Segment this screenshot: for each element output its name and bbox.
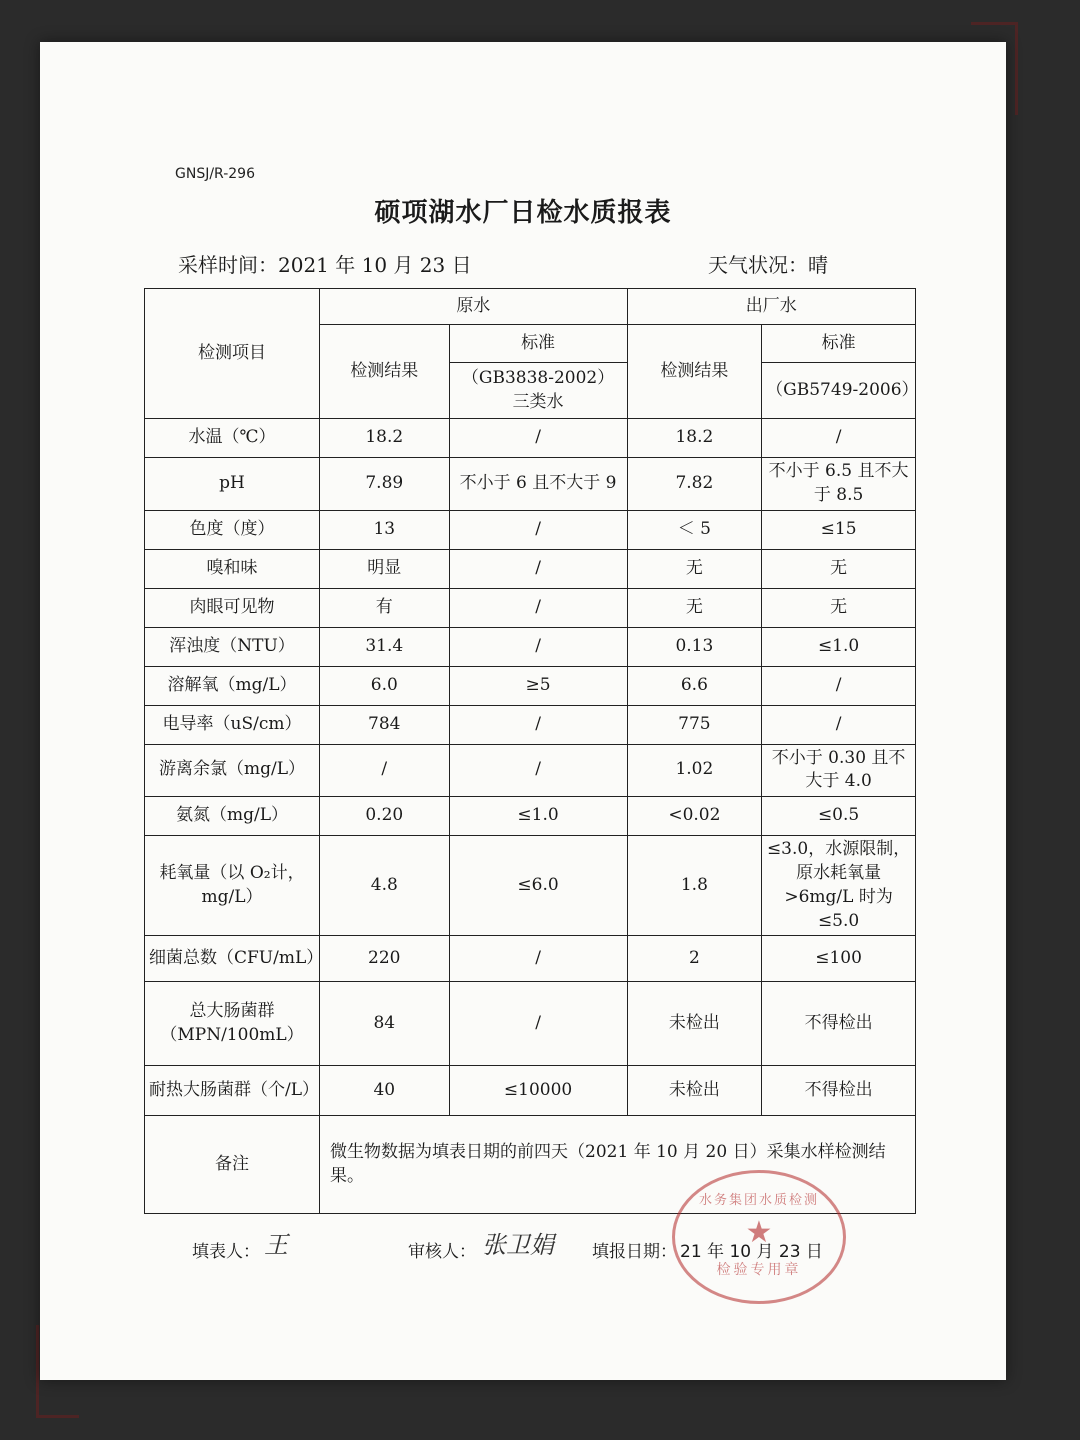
cell-plant-standard: / <box>762 666 916 705</box>
cell-plant-standard: 不得检出 <box>762 1066 916 1116</box>
stamp-text-top: 水务集团水质检测 <box>698 1193 819 1208</box>
cell-raw-standard: / <box>449 419 627 458</box>
raw-standard-class: 三类水 <box>512 391 564 412</box>
raw-standard-ref: （GB3838-2002） <box>461 367 615 388</box>
cell-item: 浑浊度（NTU） <box>145 627 320 666</box>
header-plant-result: 检测结果 <box>627 325 762 419</box>
cell-item: 电导率（uS/cm） <box>145 705 320 744</box>
cell-plant-standard: ≤3.0，水源限制，原水耗氧量>6mg/L 时为≤5.0 <box>762 836 916 936</box>
table-row <box>145 549 916 588</box>
cell-raw-standard: / <box>449 936 627 982</box>
cell-plant-result: 18.2 <box>627 419 762 458</box>
header-raw-standard: 标准 <box>449 325 627 363</box>
cell-item: 游离余氯（mg/L） <box>145 744 320 797</box>
cell-raw-result: / <box>320 744 450 797</box>
remark-text: 微生物数据为填表日期的前四天（2021 年 10 月 20 日）采集水样检测结果。 <box>320 1116 916 1214</box>
cell-plant-result: 775 <box>627 705 762 744</box>
cell-raw-result: 31.4 <box>320 627 450 666</box>
date-value: 21 年 10 月 23 日 <box>680 1242 823 1262</box>
table-row <box>145 744 916 797</box>
cell-plant-result: 2 <box>627 936 762 982</box>
cell-item: 溶解氧（mg/L） <box>145 666 320 705</box>
cell-raw-standard: / <box>449 705 627 744</box>
weather: 天气状况：晴 <box>708 253 828 277</box>
reviewer-signature: 张卫娟 <box>482 1231 554 1259</box>
reviewer-label: 审核人： <box>408 1242 476 1262</box>
cell-plant-standard: 不小于 6.5 且不大于 8.5 <box>762 458 916 511</box>
cell-plant-standard: 不小于 0.30 且不大于 4.0 <box>762 744 916 797</box>
cell-plant-standard: 无 <box>762 588 916 627</box>
cell-raw-standard: ≤10000 <box>449 1066 627 1116</box>
table-row <box>145 510 916 549</box>
cell-item: 细菌总数（CFU/mL） <box>145 936 320 982</box>
cell-plant-standard: / <box>762 419 916 458</box>
table-row <box>145 1066 916 1116</box>
cell-raw-standard: ≤6.0 <box>449 836 627 936</box>
cell-raw-result: 84 <box>320 982 450 1066</box>
remark-label: 备注 <box>145 1116 320 1214</box>
report-paper <box>40 42 1006 1380</box>
cell-raw-standard: / <box>449 627 627 666</box>
cell-item: pH <box>145 458 320 511</box>
cell-plant-result: 1.02 <box>627 744 762 797</box>
date-label: 填报日期： <box>592 1242 677 1262</box>
header-item: 检测项目 <box>145 289 320 419</box>
cell-plant-result: ＜ 5 <box>627 510 762 549</box>
table-header-row <box>145 289 916 325</box>
cell-raw-result: 有 <box>320 588 450 627</box>
cell-raw-result: 6.0 <box>320 666 450 705</box>
cell-plant-standard: ≤0.5 <box>762 797 916 836</box>
header-plant-water: 出厂水 <box>627 289 915 325</box>
table-row <box>145 705 916 744</box>
cell-item: 耗氧量（以 O₂计，mg/L） <box>145 836 320 936</box>
table-row <box>145 982 916 1066</box>
cell-item: 色度（度） <box>145 510 320 549</box>
cell-raw-result: 40 <box>320 1066 450 1116</box>
table-row <box>145 419 916 458</box>
cell-plant-result: 7.82 <box>627 458 762 511</box>
water-quality-table <box>144 288 919 1214</box>
table-row <box>145 836 916 936</box>
cell-raw-result: 13 <box>320 510 450 549</box>
header-raw-result: 检测结果 <box>320 325 450 419</box>
table-row <box>145 936 916 982</box>
cell-plant-result: 0.13 <box>627 627 762 666</box>
cell-plant-result: 1.8 <box>627 836 762 936</box>
cell-raw-standard: / <box>449 982 627 1066</box>
stamp-text-bottom: 检验专用章 <box>716 1262 802 1278</box>
cell-item: 水温（℃） <box>145 419 320 458</box>
cell-plant-standard: ≤15 <box>762 510 916 549</box>
cell-plant-standard: / <box>762 705 916 744</box>
cell-plant-standard: ≤100 <box>762 936 916 982</box>
cell-item: 耐热大肠菌群（个/L） <box>145 1066 320 1116</box>
table-row <box>145 627 916 666</box>
official-stamp <box>672 1170 846 1304</box>
table-row <box>145 666 916 705</box>
table-row <box>145 458 916 511</box>
stamp-star-icon: ★ <box>745 1215 773 1250</box>
cell-raw-result: 明显 <box>320 549 450 588</box>
cell-raw-standard: / <box>449 510 627 549</box>
cell-raw-standard: 不小于 6 且不大于 9 <box>449 458 627 511</box>
cell-item: 嗅和味 <box>145 549 320 588</box>
cell-raw-result: 4.8 <box>320 836 450 936</box>
page-title: 硕项湖水厂日检水质报表 <box>374 198 672 228</box>
sampling-time: 采样时间：2021 年 10 月 23 日 <box>178 253 472 277</box>
cell-raw-result: 0.20 <box>320 797 450 836</box>
cell-raw-standard: ≥5 <box>449 666 627 705</box>
cell-raw-standard: ≤1.0 <box>449 797 627 836</box>
cell-plant-standard: 无 <box>762 549 916 588</box>
table-row <box>145 588 916 627</box>
cell-raw-result: 18.2 <box>320 419 450 458</box>
document-code: GNSJ/R-296 <box>175 166 255 182</box>
cell-plant-result: <0.02 <box>627 797 762 836</box>
cell-item: 氨氮（mg/L） <box>145 797 320 836</box>
cell-plant-result: 无 <box>627 549 762 588</box>
cell-plant-result: 6.6 <box>627 666 762 705</box>
report-meta <box>178 249 918 278</box>
cell-plant-result: 未检出 <box>627 982 762 1066</box>
cell-raw-standard: / <box>449 549 627 588</box>
cell-plant-standard: ≤1.0 <box>762 627 916 666</box>
cell-raw-result: 220 <box>320 936 450 982</box>
cell-raw-standard: / <box>449 744 627 797</box>
water-quality-table-wrap <box>144 288 919 1214</box>
header-raw-standard-ref <box>449 363 627 419</box>
filler-signature: 王 <box>264 1231 288 1259</box>
header-plant-standard: 标准 <box>762 325 916 363</box>
cell-plant-standard: 不得检出 <box>762 982 916 1066</box>
filler-label: 填表人： <box>192 1242 260 1262</box>
cell-item: 肉眼可见物 <box>145 588 320 627</box>
cell-plant-result: 未检出 <box>627 1066 762 1116</box>
cell-raw-standard: / <box>449 588 627 627</box>
cell-raw-result: 784 <box>320 705 450 744</box>
cell-raw-result: 7.89 <box>320 458 450 511</box>
table-row <box>145 797 916 836</box>
cell-item: 总大肠菌群（MPN/100mL） <box>145 982 320 1066</box>
cell-plant-result: 无 <box>627 588 762 627</box>
header-plant-standard-ref: （GB5749-2006） <box>762 363 916 419</box>
header-raw-water: 原水 <box>320 289 628 325</box>
